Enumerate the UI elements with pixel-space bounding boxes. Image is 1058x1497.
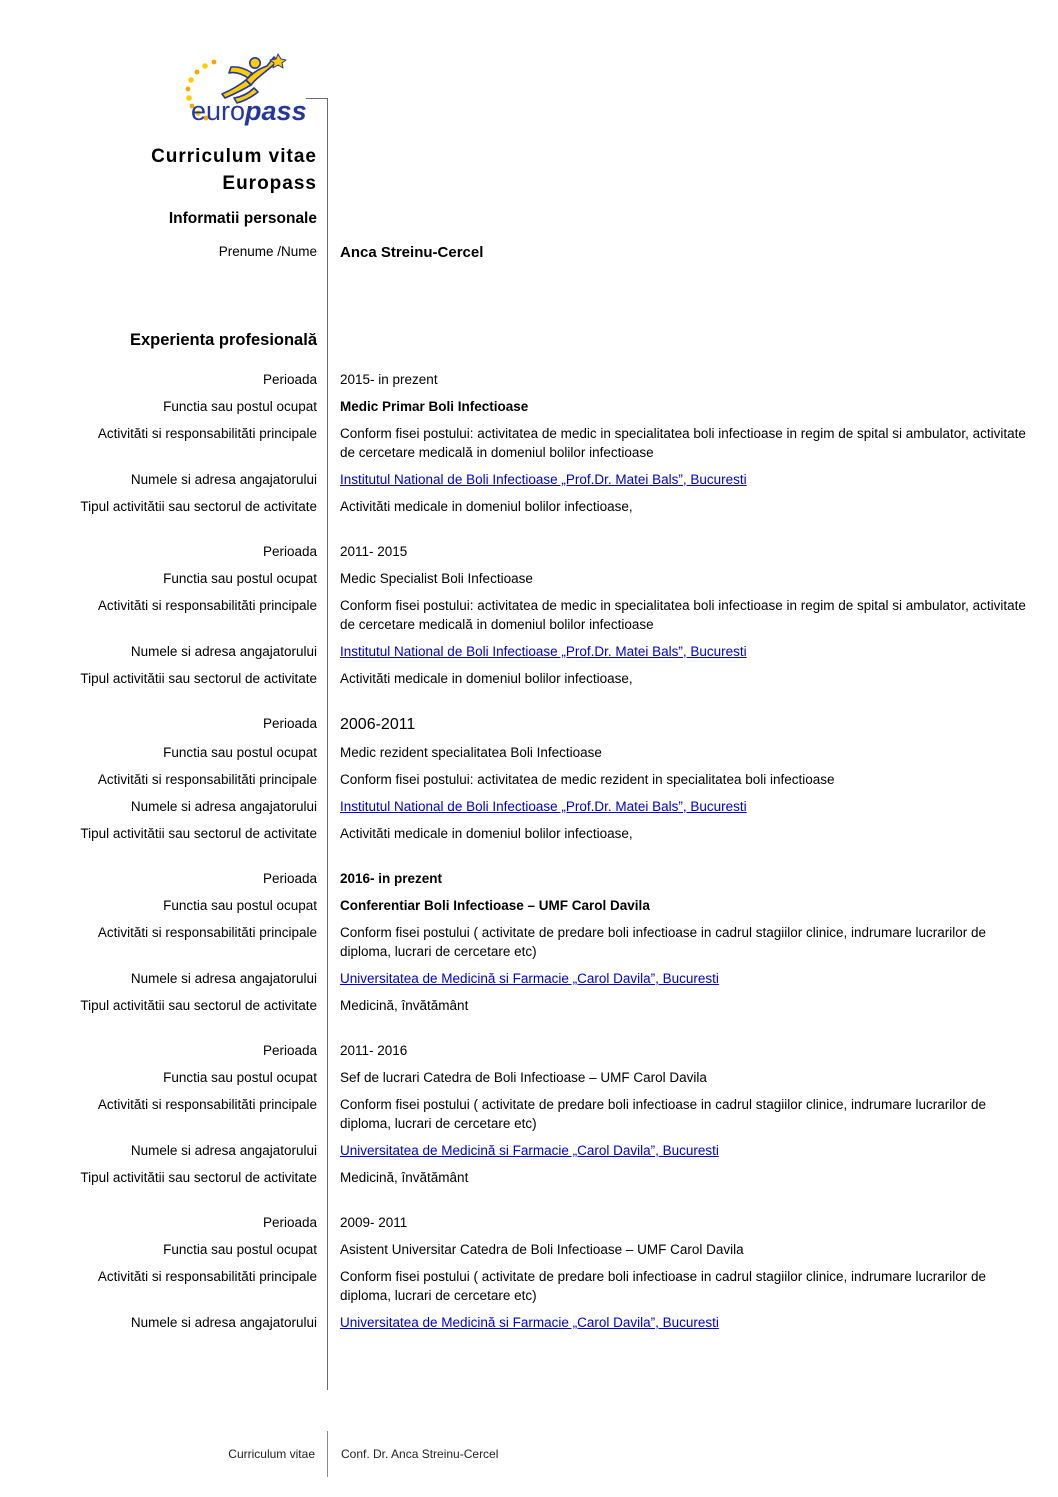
employer-row [0,642,1058,661]
title-line-2: Europass [222,173,317,194]
employer-label: Numele si adresa angajatorului [130,472,317,487]
logo-wordmark [191,96,307,126]
position-row [0,743,1058,762]
position-row [0,569,1058,588]
position-label: Functia sau postul ocupat [163,399,317,414]
period-row [0,1213,1058,1232]
employer-row [0,1313,1058,1332]
activities-value: Conform fisei postului ( activitate de predare boli infectioase in cadrul stagiilor clinice, indrumare lucrarilor de diploma, lucrari de cercetare etc) [340,1097,987,1131]
period-label: Perioada [262,871,317,886]
sector-row [0,824,1058,843]
period-value: 2011- 2016 [340,1043,408,1058]
activities-label: Activităti si responsabilităti principale [97,598,317,613]
period-row [0,714,1058,735]
employer-label: Numele si adresa angajatorului [130,799,317,814]
activities-row [0,596,1058,634]
page-footer [0,1430,1058,1478]
period-label: Perioada [262,544,317,559]
position-label: Functia sau postul ocupat [163,745,317,760]
sector-row [0,669,1058,688]
personal-info-heading: Informatii personale [168,210,317,227]
position-label: Functia sau postul ocupat [163,898,317,913]
section-personal-info [0,208,1058,229]
title-line-1: Curriculum vitae [151,146,317,167]
activities-label: Activităti si responsabilităti principale [97,1097,317,1112]
footer-doc-type: Curriculum vitae [228,1447,315,1461]
employer-link[interactable]: Universitatea de Medicină si Farmacie „Carol Davila”, Bucuresti [340,1315,719,1330]
sector-value: Activităti medicale in domeniul bolilor infectioase, [340,499,633,514]
period-value: 2011- 2015 [340,544,408,559]
europass-logo-icon [178,50,318,128]
employer-label: Numele si adresa angajatorului [130,1315,317,1330]
employer-link[interactable]: Institutul National de Boli Infectioase „Prof.Dr. Matei Bals”, Bucuresti [340,644,747,659]
period-value: 2006-2011 [340,716,416,733]
activities-label: Activităti si responsabilităti principale [97,426,317,441]
position-row [0,397,1058,416]
employer-link[interactable]: Institutul National de Boli Infectioase „Prof.Dr. Matei Bals”, Bucuresti [340,472,747,487]
activities-row [0,1095,1058,1133]
sector-label: Tipul activitătii sau sectorul de activitate [80,998,317,1013]
employer-row [0,797,1058,816]
period-row [0,370,1058,389]
sector-label: Tipul activitătii sau sectorul de activitate [80,826,317,841]
employer-label: Numele si adresa angajatorului [130,644,317,659]
period-label: Perioada [262,716,317,731]
experience-block-4 [0,869,1058,1015]
footer-author: Conf. Dr. Anca Streinu-Cercel [341,1447,499,1461]
period-row [0,869,1058,888]
sector-value: Medicină, învătământ [340,1170,469,1185]
experience-block-5 [0,1041,1058,1187]
sector-value: Medicină, învătământ [340,998,469,1013]
position-value: Asistent Universitar Catedra de Boli Infectioase – UMF Carol Davila [340,1242,744,1257]
position-row [0,1068,1058,1087]
activities-row [0,923,1058,961]
employer-link[interactable]: Universitatea de Medicină si Farmacie „Carol Davila”, Bucuresti [340,971,719,986]
position-label: Functia sau postul ocupat [163,1242,317,1257]
activities-value: Conform fisei postului: activitatea de medic rezident in specialitatea boli infectioase [340,772,835,787]
experience-block-2 [0,542,1058,688]
activities-label: Activităti si responsabilităti principale [97,772,317,787]
document-title [0,143,1058,197]
position-label: Functia sau postul ocupat [163,571,317,586]
sector-value: Activităti medicale in domeniul bolilor infectioase, [340,671,633,686]
document-body [0,143,1058,1358]
period-value: 2015- in prezent [340,372,438,387]
sector-label: Tipul activitătii sau sectorul de activitate [80,671,317,686]
activities-row [0,424,1058,462]
section-experience [0,329,1058,352]
logo-euro: euro [191,96,246,126]
position-row [0,1240,1058,1259]
employer-label: Numele si adresa angajatorului [130,971,317,986]
position-value: Medic Primar Boli Infectioase [340,399,529,414]
sector-row [0,996,1058,1015]
period-row [0,1041,1058,1060]
period-label: Perioada [262,1215,317,1230]
position-label: Functia sau postul ocupat [163,1070,317,1085]
period-row [0,542,1058,561]
experience-block-3 [0,714,1058,843]
experience-block-1 [0,370,1058,516]
activities-row [0,770,1058,789]
name-label: Prenume /Nume [218,244,317,259]
employer-label: Numele si adresa angajatorului [130,1143,317,1158]
employer-row [0,969,1058,988]
sector-label: Tipul activitătii sau sectorul de activitate [80,1170,317,1185]
activities-value: Conform fisei postului: activitatea de medic in specialitatea boli infectioase in regim de spital si ambulator, activitate de cercetare medicală in domeniul bolilor infectioase [340,426,1026,460]
position-value: Medic rezident specialitatea Boli Infectioase [340,745,602,760]
period-value: 2009- 2011 [340,1215,408,1230]
name-value: Anca Streinu-Cercel [340,244,484,261]
sector-label: Tipul activitătii sau sectorul de activitate [80,499,317,514]
activities-value: Conform fisei postului ( activitate de predare boli infectioase in cadrul stagiilor clinice, indrumare lucrarilor de diploma, lucrari de cercetare etc) [340,1269,987,1303]
sector-value: Activităti medicale in domeniul bolilor infectioase, [340,826,633,841]
experience-heading: Experienta profesională [129,331,317,349]
employer-row [0,1141,1058,1160]
activities-label: Activităti si responsabilităti principale [97,1269,317,1284]
activities-value: Conform fisei postului ( activitate de predare boli infectioase in cadrul stagiilor clinice, indrumare lucrarilor de diploma, lucrari de cercetare etc) [340,925,987,959]
experience-block-6 [0,1213,1058,1332]
logo-pass: pass [245,96,307,126]
position-value: Medic Specialist Boli Infectioase [340,571,533,586]
position-value: Conferentiar Boli Infectioase – UMF Carol Davila [340,898,650,913]
activities-label: Activităti si responsabilităti principale [97,925,317,940]
position-row [0,896,1058,915]
employer-row [0,470,1058,489]
name-row [0,242,1058,263]
activities-row [0,1267,1058,1305]
period-label: Perioada [262,372,317,387]
position-value: Sef de lucrari Catedra de Boli Infectioase – UMF Carol Davila [340,1070,707,1085]
employer-link[interactable]: Universitatea de Medicină si Farmacie „Carol Davila”, Bucuresti [340,1143,719,1158]
period-label: Perioada [262,1043,317,1058]
employer-link[interactable]: Institutul National de Boli Infectioase „Prof.Dr. Matei Bals”, Bucuresti [340,799,747,814]
sector-row [0,1168,1058,1187]
activities-value: Conform fisei postului: activitatea de medic in specialitatea boli infectioase in regim de spital si ambulator, activitate de cercetare medicală in domeniul bolilor infectioase [340,598,1026,632]
sector-row [0,497,1058,516]
period-value: 2016- in prezent [340,871,443,886]
